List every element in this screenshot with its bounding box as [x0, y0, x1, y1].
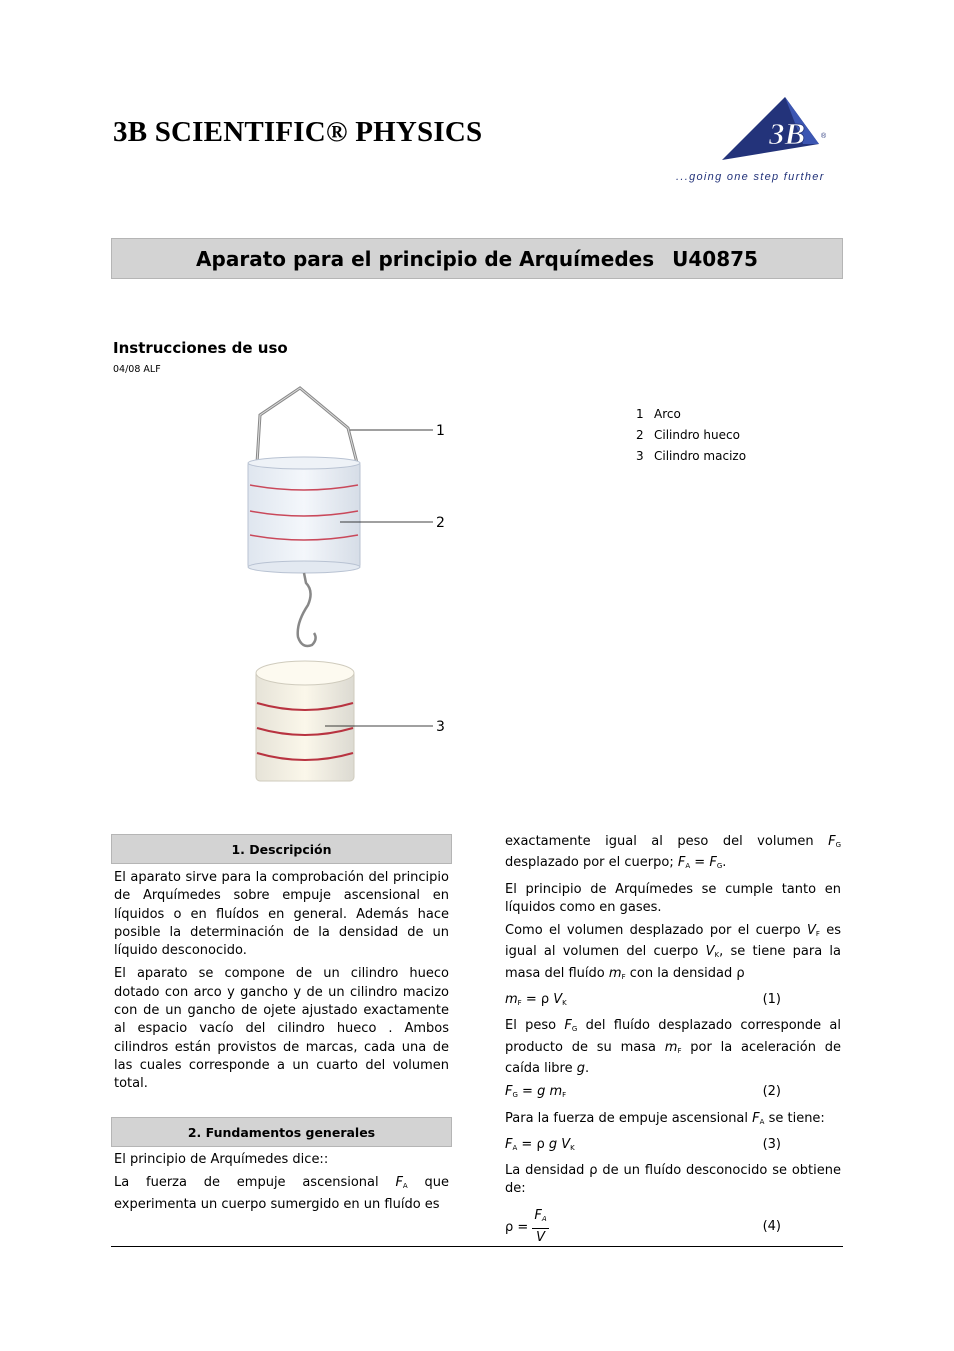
paragraph: El aparato sirve para la comprobación del principio de Arquímedes sobre empuje ascensional en líquidos o en fluídos en general. Además hace posible la determinación de la densidad de un líquido desconocido. [114, 870, 449, 959]
equation-1: $m_F = \rho$ $V_K$ (1) [505, 992, 781, 1008]
revision-date: 04/08 ALF [113, 364, 161, 375]
section-2-heading: 2. Fundamentos generales [111, 1117, 452, 1147]
instructions-heading: Instrucciones de uso [113, 339, 288, 357]
paragraph: La fuerza de empuje ascensional $F_A$ que experimenta un cuerpo sumergido en un fluído es [114, 1175, 450, 1212]
paragraph: Como el volumen desplazado por el cuerpo $V_F$ es igual al volumen del cuerpo $V_K$, se tiene para la masa del fluído $m_F$ con la densidad ρ [505, 923, 842, 981]
footer-rule [111, 1246, 843, 1247]
svg-text:3B: 3B [769, 116, 806, 151]
callout-2: 2 [436, 515, 445, 531]
equation-4: ρ = $\frac{F_A}{V}$ (4) [505, 1207, 781, 1246]
section-1-heading: 1. Descripción [111, 834, 452, 864]
document-title-bar [111, 238, 843, 279]
svg-text:®: ® [821, 133, 827, 140]
section-1-body [114, 869, 449, 1099]
product-code: U40875 [672, 246, 758, 271]
section-2-body [114, 1151, 449, 1219]
paragraph: El principio de Arquímedes se cumple tanto en líquidos como en gases. [505, 881, 841, 915]
callout-3: 3 [436, 719, 445, 735]
callout-1: 1 [436, 423, 445, 439]
figure-legend [636, 404, 746, 467]
paragraph: Para la fuerza de empuje ascensional $F_A$ se tiene: [505, 1110, 825, 1126]
paragraph: La densidad ρ de un fluído desconocido se obtiene de: [505, 1163, 841, 1197]
brand-title: 3B SCIENTIFIC® PHYSICS [113, 116, 483, 148]
legend-item: 1 Arco [636, 407, 681, 421]
legend-item: 2 Cilindro hueco [636, 428, 740, 442]
right-column-body [505, 833, 841, 1252]
paragraph: exactamente igual al peso del volumen $F_G$ desplazado por el cuerpo; $F_A = F_G$. [505, 834, 842, 871]
paragraph: El principio de Arquímedes dice:: [114, 1152, 329, 1167]
paragraph: El peso $F_G$ del fluído desplazado corresponde al producto de su masa $m_F$ por la aceleración de caída libre g. [505, 1018, 842, 1076]
document-title: Aparato para el principio de Arquímedes [196, 246, 655, 271]
svg-text:...going one step further: ...going one step further [676, 171, 825, 183]
legend-item: 3 Cilindro macizo [636, 449, 747, 463]
paragraph: El aparato se compone de un cilindro hueco dotado con arco y gancho y de un cilindro macizo con de un gancho de ojete ajustado exactamente al espacio vacío del cilindro hueco . Ambos cilindros están provistos de marcas, cada una de las cuales corresponde a un cuarto del volumen total. [114, 966, 449, 1092]
equation-2: $F_G = g$ $m_F$ (2) [505, 1084, 781, 1100]
3b-logo [673, 95, 845, 187]
apparatus-photo [240, 383, 455, 793]
equation-3: $F_A = \rho$ g $V_K$ (3) [505, 1136, 781, 1152]
